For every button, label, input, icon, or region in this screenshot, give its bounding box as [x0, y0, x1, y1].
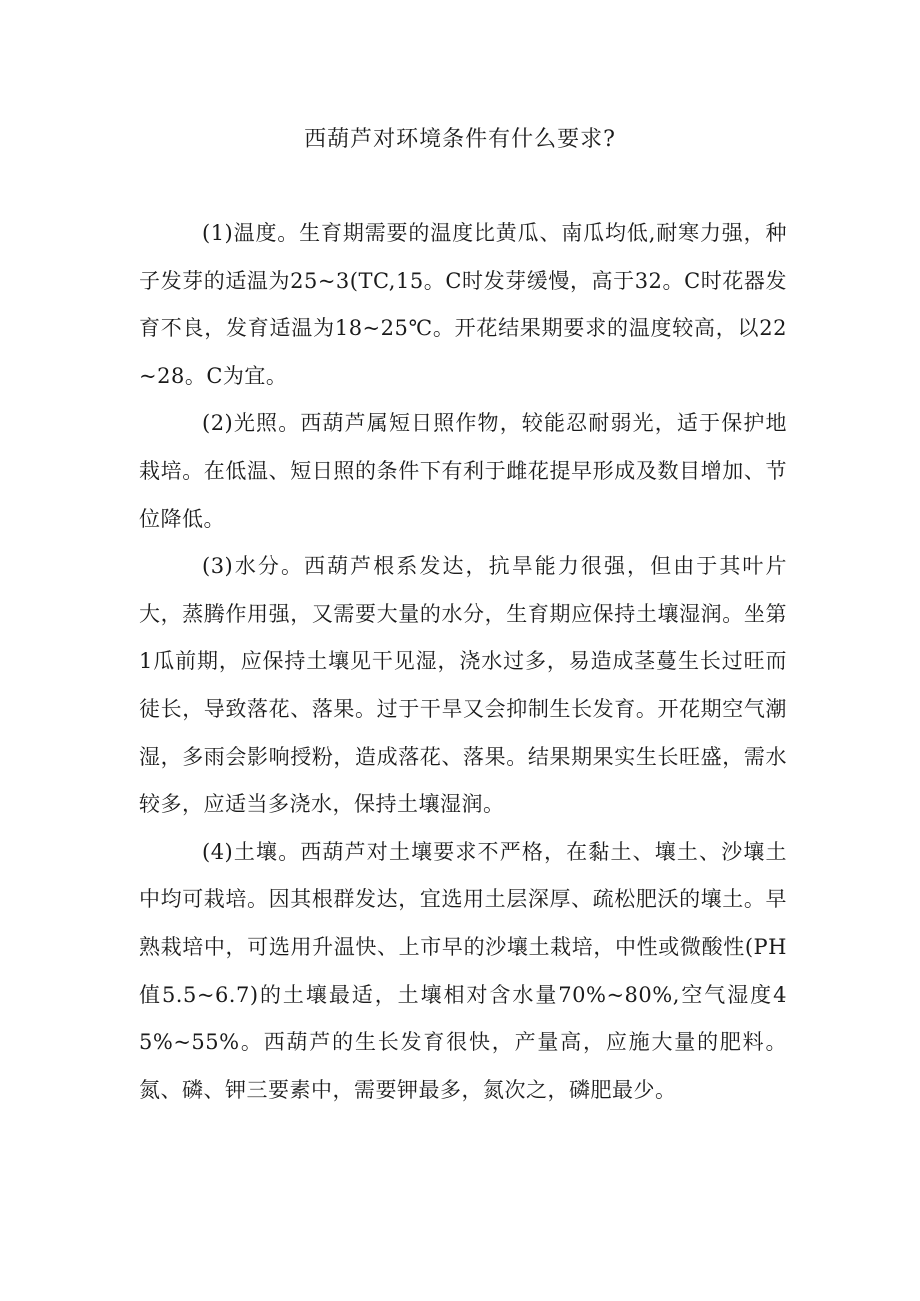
paragraph-temperature: (1)温度。生育期需要的温度比黄瓜、南瓜均低,耐寒力强，种子发芽的适温为25~3(TC,15。C时发芽缓慢，高于32。C时花器发育不良，发育适温为18~25℃。开花结果期要求的温度较高，以22~28。C为宜。: [139, 221, 787, 388]
paragraph-water: (3)水分。西葫芦根系发达，抗旱能力很强，但由于其叶片大，蒸腾作用强，又需要大量的水分，生育期应保持土壤湿润。坐第1瓜前期，应保持土壤见干见湿，浇水过多，易造成茎蔓生长过旺而徒长，导致落花、落果。过于干旱又会抑制生长发育。开花期空气潮湿，多雨会影响授粉，造成落花、落果。结果期果实生长旺盛，需水较多，应适当多浇水，保持土壤湿润。: [139, 554, 787, 817]
paragraph-soil: (4)土壤。西葫芦对土壤要求不严格，在黏土、壤土、沙壤土中均可栽培。因其根群发达，宜选用土层深厚、疏松肥沃的壤土。早熟栽培中，可选用升温快、上市早的沙壤土栽培，中性或微酸性(PH值5.5~6.7)的土壤最适，土壤相对含水量70%~80%,空气湿度45%~55%。西葫芦的生长发育很快，产量高，应施大量的肥料。氮、磷、钾三要素中，需要钾最多，氮次之，磷肥最少。: [139, 839, 787, 1102]
document-body: [139, 210, 787, 1114]
paragraph-light: (2)光照。西葫芦属短日照作物，较能忍耐弱光，适于保护地栽培。在低温、短日照的条件下有利于雌花提早形成及数目增加、节位降低。: [139, 411, 787, 531]
document-title: 西葫芦对环境条件有什么要求?: [304, 127, 616, 152]
